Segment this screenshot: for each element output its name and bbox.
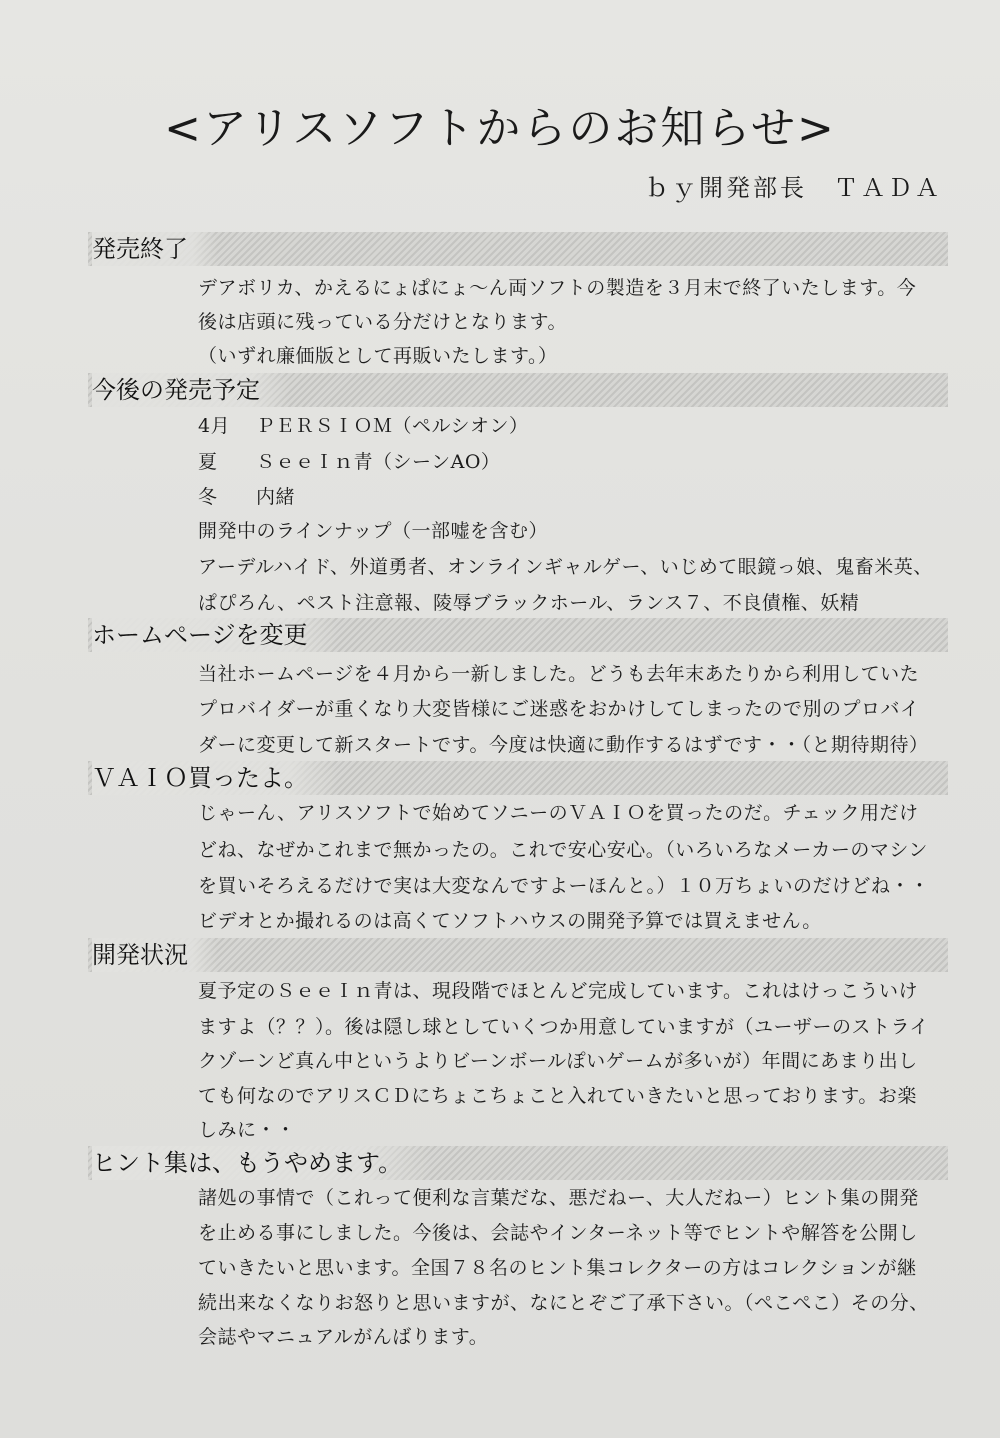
body-line: 開発中のラインナップ（一部嘘を含む） [198, 520, 549, 542]
body-line: クゾーンど真ん中というよりビーンボールぽいゲームが多いが）年間にあまり出し [198, 1050, 918, 1072]
body-line: しみに・・ [198, 1119, 296, 1141]
body-line: （いずれ廉価版として再販いたします。） [198, 345, 558, 367]
section-header-dev-status [88, 938, 948, 972]
section-title: ヒント集は、もうやめます。 [92, 1146, 432, 1180]
byline: ｂｙ開発部長 ＴＡＤＡ [645, 174, 942, 202]
schedule-title: ＰＥＲＳＩＯＭ（ペルシオン） [256, 415, 529, 437]
body-line: ビデオとか撮れるのは高くてソフトハウスの開発予算では買えません。 [198, 910, 822, 932]
body-line: を止める事にしました。今後は、会誌やインターネット等でヒントや解答を公開し [198, 1222, 918, 1244]
section-title: ホームページを変更 [92, 618, 338, 652]
section-title: 開発状況 [92, 938, 218, 972]
section-header-vaio [88, 761, 948, 795]
body-line: ますよ（？？）。後は隠し球としていくつか用意していますが（ユーザーのストライ [198, 1016, 929, 1038]
schedule-month: 夏 [198, 451, 218, 473]
body-line: どね、なぜかこれまで無かったの。これで安心安心。（いろいろなメーカーのマシン [198, 839, 928, 861]
body-line: ていきたいと思います。全国７８名のヒント集コレクターの方はコレクションが継 [198, 1257, 917, 1279]
page-title: <アリスソフトからのお知らせ> [164, 103, 836, 154]
body-line: ダーに変更して新スタートです。今度は快適に動作するはずです・・（と期待期待） [198, 734, 929, 756]
section-title: ＶＡＩＯ買ったよ。 [92, 761, 338, 795]
section-header-hint-book [88, 1146, 948, 1180]
schedule-month: 4月 [198, 415, 231, 437]
section-header-homepage [88, 618, 948, 652]
section-header-release-end [88, 232, 948, 266]
section-title: 発売終了 [92, 232, 218, 266]
body-line: プロバイダーが重くなり大変皆様にご迷惑をおかけしてしまったので別のプロバイ [198, 698, 920, 720]
body-line: アーデルハイド、外道勇者、オンラインギャルゲー、いじめて眼鏡っ娘、鬼畜米英、 [198, 556, 933, 578]
body-line: 続出来なくなりお怒りと思いますが、なにとぞご了承下さい。（ぺこぺこ）その分、 [198, 1292, 929, 1314]
body-line: デアボリカ、かえるにょぱにょ～ん両ソフトの製造を３月末で終了いたします。今 [198, 277, 917, 299]
schedule-title: ＳｅｅＩｎ青（シーンAO） [256, 451, 501, 473]
body-line: ぱぴろん、ペスト注意報、陵辱ブラックホール、ランス７、不良債権、妖精 [198, 592, 860, 614]
schedule-row [198, 414, 529, 438]
body-line: ても何なのでアリスＣＤにちょこちょこと入れていきたいと思っております。お楽 [198, 1085, 917, 1107]
schedule-title: 内緒 [256, 486, 296, 508]
schedule-row [198, 450, 500, 474]
body-line: 諸処の事情で（これって便利な言葉だな、悪だねー、大人だねー）ヒント集の開発 [198, 1187, 919, 1209]
body-line: 後は店頭に残っている分だけとなります。 [198, 311, 567, 333]
body-line: 当社ホームページを４月から一新しました。どうも去年末あたりから利用していた [198, 663, 920, 685]
section-title: 今後の発売予定 [92, 373, 290, 407]
section-header-upcoming [88, 373, 948, 407]
schedule-month: 冬 [198, 486, 218, 508]
body-line: じゃーん、アリスソフトで始めてソニーのＶＡＩＯを買ったのだ。チェック用だけ [198, 802, 919, 824]
body-line: 夏予定のＳｅｅＩｎ青は、現段階でほとんど完成しています。これはけっこういけ [198, 980, 918, 1002]
body-line: を買いそろえるだけで実は大変なんですよーほんと。）１０万ちょいのだけどね・・ [198, 875, 930, 897]
body-line: 会誌やマニュアルがんばります。 [198, 1326, 489, 1348]
schedule-row [198, 485, 295, 509]
